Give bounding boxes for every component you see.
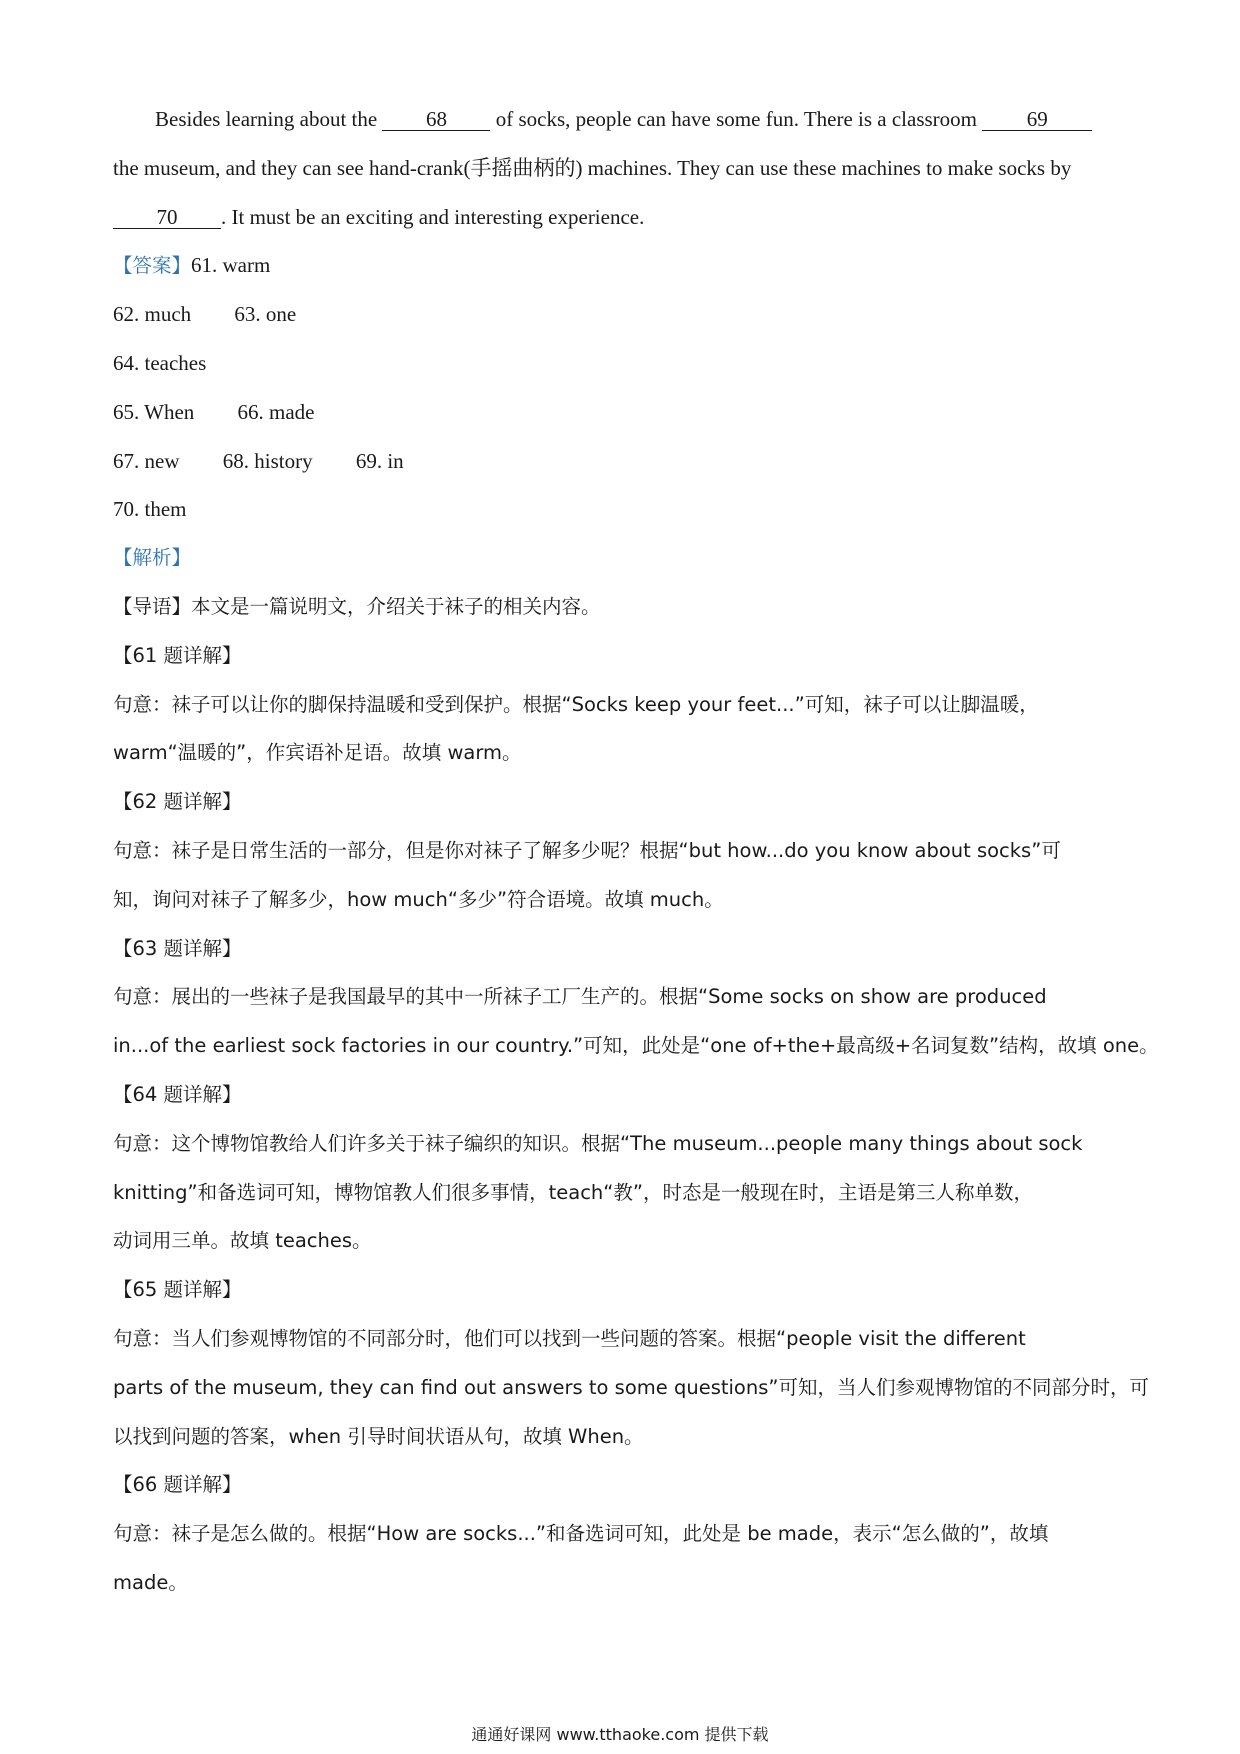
passage-line-3 [113, 193, 1128, 242]
q65-explanation: 以找到问题的答案，when 引导时间状语从句，故填 When。 [113, 1424, 644, 1448]
q62-explanation: 知，询问对袜子了解多少，how much“多少”符合语境。故填 much。 [113, 887, 724, 911]
q65-explanation: parts of the museum, they can find out answers to some questions”可知，当人们参观博物馆的不同部分时，可 [113, 1375, 1149, 1399]
passage-line-2 [113, 144, 1128, 193]
q63-explanation: in...of the earliest sock factories in our country.”可知，此处是“one of+the+最高级+名词复数”结构，故填 one。 [113, 1034, 1159, 1058]
answer-row-2 [113, 290, 1128, 339]
answer-item: 62. much [113, 302, 192, 327]
answer-item: 70. them [113, 497, 187, 522]
answer-item: 69. in [355, 448, 404, 473]
analysis-label: 【解析】 [113, 546, 192, 570]
footer-watermark: 通通好课网 www.tthaoke.com 提供下载 [471, 1725, 769, 1744]
q64-explanation: 句意：这个博物馆教给人们许多关于袜子编织的知识。根据“The museum...people many things about sock [113, 1131, 1083, 1155]
q61-explanation: 句意：袜子可以让你的脚保持温暖和受到保护。根据“Socks keep your feet...”可知，袜子可以让脚温暖， [113, 692, 1039, 716]
answer-item: 67. new [113, 448, 180, 473]
q66-title: 【66 题详解】 [113, 1473, 242, 1497]
document-page [113, 95, 1159, 1608]
passage-text: of socks, people can have some fun. There is a classroom [495, 107, 978, 131]
passage-text: Besides learning about the [155, 107, 378, 131]
answer-item: 63. one [234, 302, 297, 327]
answer-row-4 [113, 388, 1128, 437]
q66-explanation: made。 [113, 1570, 188, 1594]
q62-title: 【62 题详解】 [113, 790, 242, 814]
answer-item: 68. history [222, 448, 313, 473]
q65-explanation: 句意：当人们参观博物馆的不同部分时，他们可以找到一些问题的答案。根据“people visit the different [113, 1326, 1026, 1350]
answer-row-5 [113, 437, 1128, 486]
q61-title: 【61 题详解】 [113, 643, 242, 667]
answer-item: 61. warm [191, 253, 271, 278]
passage-text: . It must be an exciting and interesting experience. [221, 204, 645, 229]
answer-item: 66. made [237, 399, 315, 424]
q63-title: 【63 题详解】 [113, 936, 242, 960]
q62-explanation: 句意：袜子是日常生活的一部分，但是你对袜子了解多少呢？根据“but how...do you know about socks”可 [113, 838, 1061, 862]
blank-68: 68 [382, 108, 490, 131]
q63-explanation: 句意：展出的一些袜子是我国最早的其中一所袜子工厂生产的。根据“Some socks on show are produced [113, 985, 1047, 1009]
q64-explanation: 动词用三单。故填 teaches。 [113, 1229, 372, 1253]
answer-item: 65. When [113, 399, 195, 424]
analysis-intro: 【导语】本文是一篇说明文，介绍关于袜子的相关内容。 [113, 594, 601, 618]
q61-explanation: warm“温暖的”，作宾语补足语。故填 warm。 [113, 741, 522, 765]
answer-row-1 [113, 241, 1128, 290]
q64-explanation: knitting”和备选词可知，博物馆教人们很多事情，teach“教”，时态是一般现在时，主语是第三人称单数， [113, 1180, 1033, 1204]
answer-row-3 [113, 339, 1128, 388]
passage-line-1 [113, 95, 1128, 144]
blank-69: 69 [982, 108, 1092, 131]
passage-text: the museum, and they can see hand-crank(手摇曲柄的) machines. They can use these machines to make socks by [113, 155, 1072, 180]
answer-row-6 [113, 485, 1128, 534]
blank-70: 70 [113, 206, 221, 229]
q65-title: 【65 题详解】 [113, 1278, 242, 1302]
answer-item: 64. teaches [113, 350, 207, 375]
answer-label: 【答案】 [113, 254, 192, 278]
q64-title: 【64 题详解】 [113, 1082, 242, 1106]
q66-explanation: 句意：袜子是怎么做的。根据“How are socks...”和备选词可知，此处是 be made，表示“怎么做的”，故填 [113, 1522, 1049, 1546]
